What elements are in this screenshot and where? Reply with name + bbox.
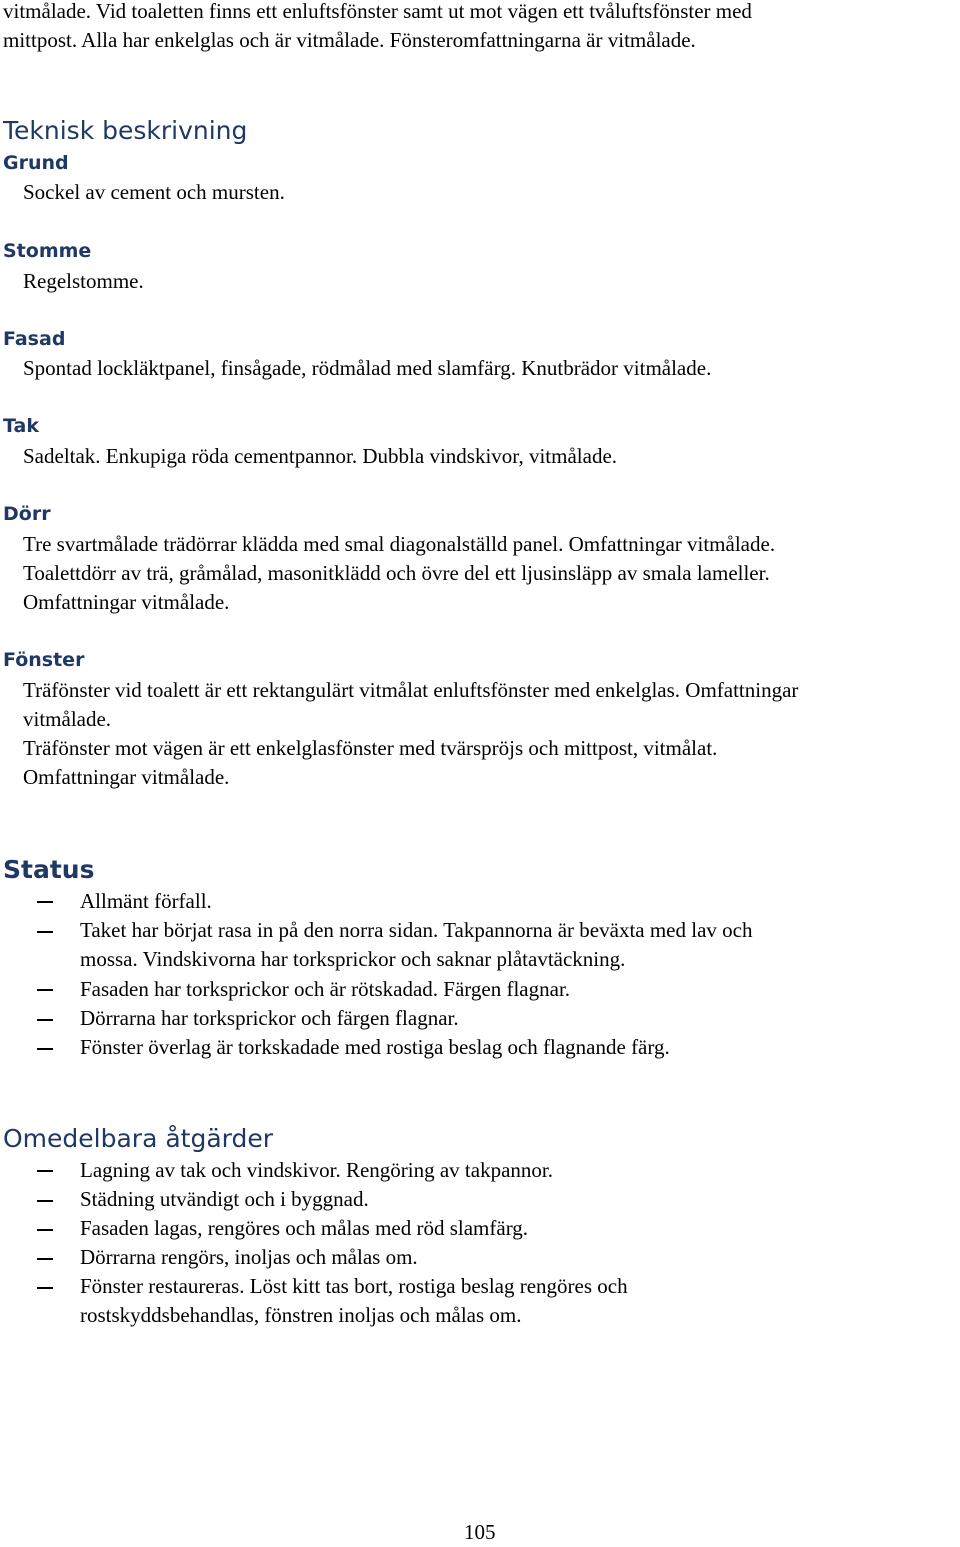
list-dash [37, 1229, 53, 1231]
section-heading-teknisk-beskrivning: Teknisk beskrivning [3, 116, 248, 145]
subheading-tak: Tak [3, 415, 39, 437]
dorr-text: Tre svartmålade trädörrar klädda med smal diagonalställd panel. Omfattningar vitmålade. [23, 532, 776, 556]
list-dash [37, 1019, 53, 1021]
action-item-continued: rostskyddsbehandlas, fönstren inoljas och målas om. [80, 1303, 522, 1327]
stomme-text: Regelstomme. [23, 269, 144, 293]
list-dash [37, 989, 53, 991]
action-item: Dörrarna rengörs, inoljas och målas om. [80, 1245, 418, 1269]
list-dash [37, 1200, 53, 1202]
list-dash [37, 1170, 53, 1172]
fonster-text: Omfattningar vitmålade. [23, 765, 230, 789]
fasad-text: Spontad lockläktpanel, finsågade, rödmålad med slamfärg. Knutbrädor vitmålade. [23, 356, 712, 380]
status-item: Taket har börjat rasa in på den norra sidan. Takpannorna är beväxta med lav och [80, 918, 753, 942]
fonster-text: Träfönster vid toalett är ett rektangulärt vitmålat enluftsfönster med enkelglas. Omfattningar [23, 678, 799, 702]
action-item: Fasaden lagas, rengöres och målas med röd slamfärg. [80, 1216, 529, 1240]
subheading-dorr: Dörr [3, 503, 51, 525]
intro-line: mittpost. Alla har enkelglas och är vitmålade. Fönsteromfattningarna är vitmålade. [3, 28, 696, 52]
fonster-text: Träfönster mot vägen är ett enkelglasfönster med tvärspröjs och mittpost, vitmålat. [23, 736, 718, 760]
dorr-text: Omfattningar vitmålade. [23, 590, 230, 614]
status-item: Dörrarna har torksprickor och färgen flagnar. [80, 1006, 459, 1030]
subheading-fonster: Fönster [3, 649, 85, 671]
subheading-fasad: Fasad [3, 328, 66, 350]
status-item: Allmänt förfall. [80, 889, 212, 913]
subheading-stomme: Stomme [3, 240, 92, 262]
list-dash [37, 901, 53, 903]
list-dash [37, 1048, 53, 1050]
status-item: Fasaden har torksprickor och är rötskadad. Färgen flagnar. [80, 977, 571, 1001]
status-item: Fönster överlag är torkskadade med rostiga beslag och flagnande färg. [80, 1035, 670, 1059]
section-heading-omedelbara-atgarder: Omedelbara åtgärder [3, 1124, 274, 1153]
action-item: Lagning av tak och vindskivor. Rengöring av takpannor. [80, 1158, 553, 1182]
list-dash [37, 1258, 53, 1260]
action-item: Städning utvändigt och i byggnad. [80, 1187, 369, 1211]
subheading-grund: Grund [3, 152, 69, 174]
section-heading-status: Status [3, 855, 95, 884]
tak-text: Sadeltak. Enkupiga röda cementpannor. Dubbla vindskivor, vitmålade. [23, 444, 618, 468]
status-item-continued: mossa. Vindskivorna har torksprickor och saknar plåtavtäckning. [80, 947, 626, 971]
list-dash [37, 931, 53, 933]
dorr-text: Toalettdörr av trä, gråmålad, masonitklädd och övre del ett ljusinsläpp av smala lameller. [23, 561, 770, 585]
fonster-text: vitmålade. [23, 707, 112, 731]
list-dash [37, 1287, 53, 1289]
grund-text: Sockel av cement och mursten. [23, 180, 285, 204]
page-number: 105 [464, 1520, 496, 1544]
intro-line: vitmålade. Vid toaletten finns ett enluftsfönster samt ut mot vägen ett tvåluftsfönster med [3, 0, 752, 23]
action-item: Fönster restaureras. Löst kitt tas bort, rostiga beslag rengöres och [80, 1274, 628, 1298]
